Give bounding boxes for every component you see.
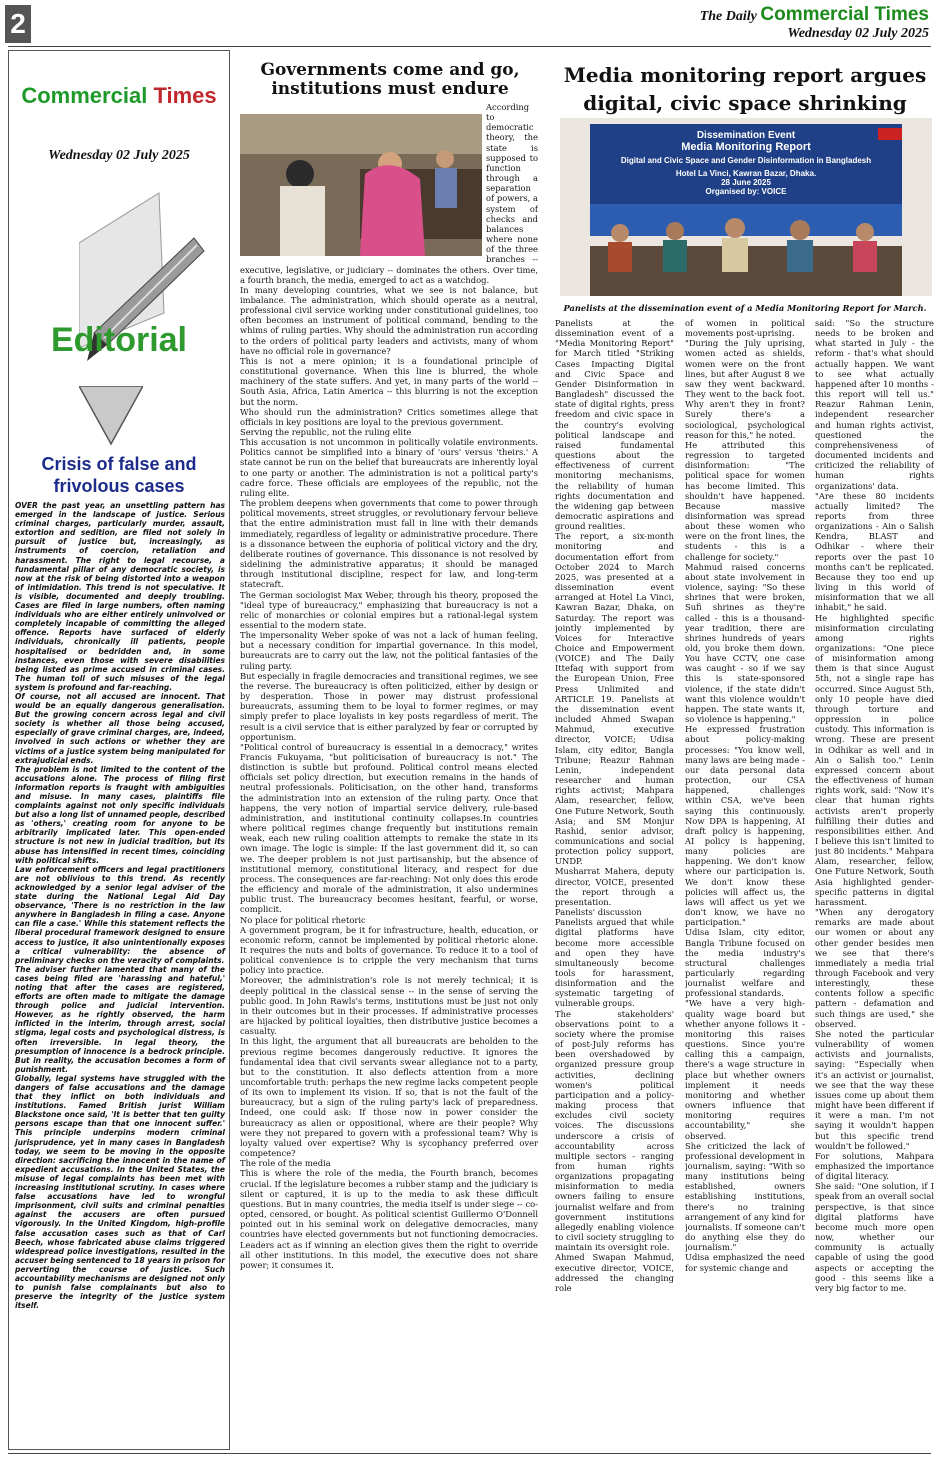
middle-article-title: Governments come and go, institutions must endure <box>260 60 520 99</box>
middle-subheading: The role of the media <box>240 1158 331 1169</box>
right-paragraph: "We have a very high-quality wage board but whether anyone follows it - monitoring this raises questions. Since you're calling this a campaign, there's a wage structure in place but whether owners implement it needs monitoring and whether owners influence that monitoring requires accountability," she observed. <box>685 998 805 1141</box>
right-paragraph: Udisa Islam, city editor, Bangla Tribune focused on the media industry's structural challenges particularly regarding journalist welfare and professional standards. <box>685 927 805 999</box>
right-paragraph: He highlighted specific misinformation circulating among rights organizations: "One piece of misinformation among them is that since August 5th, not a single rape has occurred. Since August 5th, only 10 people have died through torture and oppression in police custody. This information is wrong. These are present in Odhikar as well and in Ain o Salish too." Lenin expressed concern about the effectiveness of human rights work, said: "Now it's clear that human rights activists aren't properly fulfilling their duties and responsibilities either. And I believe this isn't limited to just 80 incidents." Mahpara Alam, researcher, fellow, One Future Network, South Asia highlighted gender-specific patterns in digital harassment. <box>815 612 934 907</box>
photo-caption: Panelists at the dissemination event of a Media Monitoring Report for March. <box>563 303 927 313</box>
editorial-paragraph: Globally, legal systems have struggled with the dangers of false accusations and the damage that they inflict on both individuals and institutions. Famed British jurist William Blackstone once said, 'It is better that ten guilty persons escape than that one innocent suffer.' This principle underpins modern criminal jurisprudence, yet in many cases in Bangladesh today, we seem to be moving in the opposite direction: sacrificing the innocent in the name of expedient accusations. In the United States, the misuse of legal complaints has been met with increasing institutional scrutiny. In cases where false accusations have led to wrongful imprisonment, civil suits and criminal penalties against the accusers are often pursued vigorously. In the United Kingdom, high-profile false accusation cases such as that of Carl Beech, whose fabricated abuse claims triggered widespread police investigations, resulted in the accuser being sentenced to 18 years in prison for perverting the course of justice. Such accountability mechanisms are designed not only to punish false complainants but also to preserve the integrity of the justice system itself. <box>15 1073 225 1311</box>
masthead <box>700 4 929 42</box>
sidebar-date: Wednesday 02 July 2025 <box>48 148 190 163</box>
right-column-3 <box>815 318 934 1450</box>
right-paragraph: The report, a six-month monitoring and documentation effort from October 2024 to March 2025, was presented at a dissemination event arranged at Hotel La Vinci, Kawran Bazar, Dhaka, on Saturday. The report was jointly implemented by Voices for Interactive Choice and Empowerment (VOICE) and The Daily Ittefaq with support from the European Union, Free Press Unlimited and ARTICLE 19. Panelists at the dissemination event included Ahmed Swapan Mahmud, executive director, VOICE; Udisa Islam, city editor, Bangla Tribune; Reazur Rahman Lenin, independent researcher and human rights activist; Mahpara Alam, researcher, fellow, One Future Network, South Asia; and SM Monjur Rashid, senior advisor, communications and social protection policy support, UNDP. <box>555 531 674 867</box>
right-paragraph: The stakeholders' observations point to a society where the promise of post-July reforms has been overshadowed by organized pressure group activities, declining women's political participation and a policy-making process that excludes civil society voices. The discussions underscore a crisis of accountability across multiple sectors - ranging from human rights organizations propagating misinformation to media owners failing to ensure journalist welfare and from government institutions allegedly enabling violence to civil society struggling to maintain its oversight role. <box>555 1008 674 1253</box>
right-paragraph: "Are these 80 incidents actually limited? The reports from three organizations - Ain o Salish Kendra, BLAST and Odhikar - where their reports over the past 10 months can't be replicated. Because they too end up living in this world of misinformation that we all inhabit," he said. <box>815 490 934 613</box>
right-paragraph: For solutions, Mahpara emphasized the importance of digital literacy. <box>815 1150 934 1182</box>
right-paragraph: "During the July uprising, women acted as shields, women were on the front lines, but after August 8 we saw they went backward. They went to the back foot. Why aren't they in front? Surely there's a sociological, psychological reason for this," he noted. <box>685 338 805 440</box>
right-paragraph: "When any derogatory remarks are made about our women or about any other gender besides men we see that there's immediately a media trial through Facebook and very interestingly, these contents follow a specific pattern - defamation and such things are used," she observed. <box>815 907 934 1029</box>
banner-line: Hotel La Vinci, Kawran Bazar, Dhaka. <box>675 169 817 178</box>
middle-subheading: No place for political rhetoric <box>240 914 366 925</box>
editorial-sidebar <box>8 50 230 1450</box>
right-paragraph: Panelists at the dissemination event of a "Media Monitoring Report" for March titled "Striking Cases Impacting Digital and Civic Space and Gender Disinformation in Bangladesh" discussed the state of digital rights, press freedom and civic space in the country's evolving political landscape and raised fundamental questions about the effectiveness of current monitoring mechanisms, the reliability of human rights documentation and the widening gap between democratic aspirations and ground realities. <box>555 318 674 532</box>
middle-paragraph: The impersonality Weber spoke of was not a lack of human feeling, but a necessary condition for impartial governance. In this model, bureaucrats are to carry out the law, not the political fantasies of the ruling party. <box>240 630 538 671</box>
right-paragraph: He attributed this regression to targeted disinformation: "The political space for women has become limited. This shouldn't have happened. Because massive disinformation was spread about these women who were on the front lines, the students - this is a challenge for society." <box>685 439 805 562</box>
right-paragraph: of women in political movements post-uprising. <box>685 318 805 339</box>
banner-line: Dissemination Event <box>696 130 796 141</box>
middle-paragraph: But especially in fragile democracies and transitional regimes, we see the reverse. The bureaucracy is often politicized, either by design or by desperation. Those in power may distrust professional bureaucrats, assuming them to be loyal to former regimes, or may simply prefer to place loyalists in key posts regardless of merit. The result is a civil service that is either paralyzed by fear or corrupted by opportunism. <box>240 670 538 742</box>
right-paragraph: She said: "One solution, if I speak from an overall social perspective, is that since digital platforms have become much more open now, whether our community is actually capable of using the good aspects or accepting the good - this seems like a very big factor to me. <box>815 1181 934 1293</box>
editorial-body <box>15 501 225 1310</box>
right-paragraph: He expressed frustration about policy-making processes: "You know well, many laws are being made - our data personal data protection, our CSA happened, challenges within CSA, we've been saying this continuously. Now DPA is happening, AI draft policy is happening, AI policy is happening, many policies are happening. We don't know where our participation is. We don't know these policies will affect us, the laws will affect us yet we don't know, we have no participation." <box>685 724 805 928</box>
editorial-paragraph: OVER the past year, an unsettling pattern has emerged in the landscape of justice. Serious criminal charges, particularly murder, assault, extortion and sedition, are filed not solely in pursuit of justice but, increasingly, as instruments of coercion, retaliation and harassment. The right to legal recourse, a fundamental pillar of any democratic society, is now at the risk of being distorted into a weapon of intimidation. This trend is not speculative. It is visible, documented and deeply troubling. Cases are filed in large numbers, often naming individuals who are either entirely uninvolved or completely incapable of committing the alleged offence. Reports have surfaced of elderly individuals, chronically ill patients, people hospitalised or bedridden and, in some instances, even those with severe disabilities being listed as prime accused in criminal cases. The human toll of such misuses of the legal system is profound and far-reaching. <box>15 501 225 692</box>
middle-paragraph: Who should run the administration? Critics sometimes allege that officials in key positions are loyal to the previous government. <box>240 406 538 427</box>
middle-paragraph: Moreover, the administration's role is not merely technical; it is deeply political in the classical sense -- in the sense of serving the public good. In John Rawls's terms, institutions must be just not only in their outcomes but in their processes. If administrative processes are hijacked by political loyalties, then distributive justice becomes a casualty. <box>240 975 538 1037</box>
editorial-paragraph: Of course, not all accused are innocent. That would be an equally dangerous generalisation. But the growing concern across legal and civil society is whether all those being accused, especially of grave criminal charges, are, indeed, involved in such actions or whether they are victims of a justice system being manipulated for extrajudicial ends. <box>15 691 225 765</box>
banner-line: Media Monitoring Report <box>681 141 811 153</box>
right-paragraph: Ahmed Swapan Mahmud, executive director, VOICE, addressed the changing role <box>555 1252 674 1293</box>
masthead-date: Wednesday 02 July 2025 <box>787 26 929 41</box>
right-paragraph: Mahmud raised concerns about state involvement in violence, saying: "So these shrines that were broken, Sufi shrines as they're called - this is a thousand-year tradition, there are shrines hundreds of years old, you broke them down. You have CCTV, one case was caught - so if we say this is state-sponsored violence, if the state didn't want this violence wouldn't happen. The state wants it, so violence is happening." <box>685 561 805 725</box>
right-paragraph: Musharrat Mahera, deputy director, VOICE, presented the report through a presentation. <box>555 866 674 907</box>
middle-paragraph: The German sociologist Max Weber, through his theory, proposed the "ideal type of bureaucracy," emphasizing that bureaucracy is not a relic of monarchies or colonial empires but a rational-legal system essential to the modern state. <box>240 589 538 630</box>
right-paragraph: She noted the particular vulnerability of women activists and journalists, saying: "Especially when it's an activist or journalist, we see that the way these issues come up about them might have been different if it were a man. I'm not saying it wouldn't happen but this specific trend wouldn't be followed." <box>815 1028 934 1151</box>
top-rule <box>8 46 931 47</box>
right-paragraph: Udisa emphasized the need for systemic change and <box>685 1252 805 1273</box>
sidebar-logo-second: Times <box>153 83 217 108</box>
right-column-2 <box>685 318 805 1450</box>
event-banner <box>590 124 902 196</box>
banner-line: 28 June 2025 <box>721 178 771 187</box>
article-photo <box>240 114 482 256</box>
editorial-headline: Crisis of false and frivolous cases <box>41 454 197 496</box>
middle-paragraph: In this light, the argument that all bureaucrats are beholden to the previous regime becomes dangerously reductive. It ignores the fundamental idea that civil servants swear allegiance not to a party, but to the constitution. It also deflects attention from a more uncomfortable truth: perhaps the new regime lacks competent people of its own to implement its vision. If so, that is not the fault of the bureaucracy, but a sign of the ruling party's lack of preparedness. Indeed, one could ask: If those now in power consider the bureaucracy as alien or oppositional, where are their people? Why were they not prepared to govern with a professional team? Why is loyalty valued over expertise? Why is sycophancy preferred over competence? <box>240 1036 538 1159</box>
right-paragraph: She criticized the lack of professional development in journalism, saying: "With so many institutions being established, owners establishing institutions, there's no training arrangement of any kind for journalists. If someone can't do anything else they do journalism." <box>685 1140 805 1253</box>
middle-paragraph: "Political control of bureaucracy is essential in a democracy," writes Francis Fukuyama, "but politicisation of bureaucracy is not." The distinction is subtle but profound. Political control means elected officials set policy direction, but execution remains in the hands of neutral professionals. Politicisation, on the other hand, transforms the administration into an extension of the ruling party. Once that happens, the very notion of impartial service delivery, rule-based administration, and institutional continuity collapses.In countries where political regimes change frequently but institutions remain weak, each new ruling coalition attempts to remake the state in its own image. The logic is simple: If the last government did it, so can we. The deeper problem is not just partisanship, but the absence of institutional memory, constitutional literacy, and respect for due process. The consequences are far-reaching: Not only does this erode the efficiency and morale of the administration, it also undermines public trust. The bureaucracy becomes hesitant, fearful, or worse, complicit. <box>240 741 538 915</box>
editorial-paragraph: Law enforcement officers and legal practitioners are not oblivious to this trend. As recently acknowledged by a senior legal adviser of the state during the National Legal Aid Day observance, 'There is no restriction in the law anywhere in Bangladesh in filing a case. Anyone can file a case.' While this statement reflects the liberal procedural framework designed to ensure access to justice, it also unintentionally exposes a critical vulnerability: the absence of preliminary checks on the veracity of complaints. <box>15 864 225 965</box>
event-photo <box>560 118 932 296</box>
right-article-title: Media monitoring report argues digital, civic space shrinking <box>563 63 927 115</box>
banner-line: Organised by: VOICE <box>705 187 787 196</box>
middle-paragraph: The problem deepens when governments that come to power through political movements, street struggles, or revolutionary fervour believe that the entire administration must fall in line with their demands immediately, regardless of legality or administrative procedure. There is a dissonance between the euphoria of political victory and the dry, deliberate routines of governance. This dissonance is not resolved by sidelining the administrative apparatus; it should be managed through institutional discipline, respect for law, and long-term statecraft. <box>240 498 538 590</box>
section-title: Editorial <box>50 321 188 359</box>
right-paragraph: Panelists argued that while digital platforms have become more accessible and open they have simultaneously become tools for harassment, disinformation and the systematic targeting of vulnerable groups. <box>555 917 674 1009</box>
middle-paragraph: This is not a mere opinion; it is a foundational principle of constitutional governance. When this line is blurred, the whole machinery of the state suffers. And yet, in many parts of the world -- South Asia, Africa, Latin America -- this blurring is not the exception but the norm. <box>240 355 538 407</box>
editorial-paragraph: The adviser further lamented that many of the cases being filed are 'harassing and hateful,' noting that after the cases are registered, efforts are often made to mitigate the damage through police and judicial intervention. However, as he rightly observed, the harm inflicted in the interim, through arrest, social stigma, legal costs and psychological distress, is often irreversible. In legal theory, the presumption of innocence is a bedrock principle. But in reality, the accusation becomes a form of punishment. <box>15 964 225 1074</box>
right-subheading: Panelists' discussion <box>555 907 642 918</box>
masthead-prefix: The Daily <box>699 9 757 24</box>
middle-article-body <box>240 102 538 1452</box>
page-number: 2 <box>5 5 31 43</box>
sidebar-logo <box>9 83 229 109</box>
editorial-paragraph: The problem is not limited to the content of the accusations alone. The process of filing first information reports is fraught with ambiguities and misuse. In many cases, plaintiffs file complaints against not only specific individuals but also a long list of unnamed people, described as 'others,' creating room for anyone to be arbitrarily implicated later. This open-ended structure is not new in judicial tradition, but its abuse has intensified in recent times, coinciding with political shifts. <box>15 764 225 865</box>
sidebar-logo-first: Commercial <box>21 83 148 108</box>
banner-line: Digital and Civic Space and Gender Disinformation in Bangladesh <box>620 156 872 165</box>
arrow-down-icon <box>79 386 143 456</box>
masthead-name: Commercial Times <box>760 4 929 25</box>
middle-paragraph: According to democratic theory, the state is supposed to function through a separation of powers, a system of checks and balances where none of the three branches -- executive, legislative, or judiciary -- dominates the others. Over time, a fourth branch, the media, emerged to act as a watchdog. <box>240 102 538 285</box>
middle-paragraph: In many developing countries, what we see is not balance, but imbalance. The administration, which should operate as a neutral, professional civil service working under constitutional guidelines, too often becomes an instrument of political command, bending to the whims of ruling parties. Why should the administration run according to the orders of political party leaders and activists, many of whom have no official role in governance? <box>240 284 538 356</box>
middle-paragraph: This is where the role of the media, the Fourth branch, becomes crucial. If the legislature becomes a rubber stamp and the judiciary is silent or captured, it is up to the media to ask these difficult questions. But in many countries, the media itself is under siege -- co-opted, censored, or bought. As political scientist Guillermo O'Donnell pointed out in his seminal work on delegative democracies, many countries have elected governments but not functioning democracies. Leaders act as if winning an election gives them the right to override all other institutions. In this model, the executive does not share power; it consumes it. <box>240 1168 538 1270</box>
middle-paragraph: This accusation is not uncommon in politically volatile environments. Politics cannot be simplified into a binary of 'ours' versus 'theirs.' A state cannot be run on the belief that bureaucrats are inherently loyal to one party or another. The administration is not a political party's cadre force. These officials are employees of the republic, not the ruling elite. <box>240 437 538 498</box>
right-column-1 <box>555 318 674 1450</box>
middle-paragraph: A government program, be it for infrastructure, health, education, or economic reform, cannot be implemented by political rhetoric alone. It requires the nuts and bolts of governance. To reduce it to a tool of political convenience is to cripple the very mechanism that turns policy into practice. <box>240 924 538 976</box>
photo-illustration <box>240 114 482 256</box>
middle-subheading: Serving the republic, not the ruling elite <box>240 427 412 437</box>
right-paragraph: said: "So the structure needs to be broken and what started in July - the reform - that's what should actually happen. We want to see what actually happened after 10 months - this report will tell us." Reazur Rahman Lenin, independent researcher and human rights activist, questioned the comprehensiveness of documented incidents and criticized the reliability of human rights organizations' data. <box>815 318 934 491</box>
bottom-rule <box>8 1453 931 1454</box>
